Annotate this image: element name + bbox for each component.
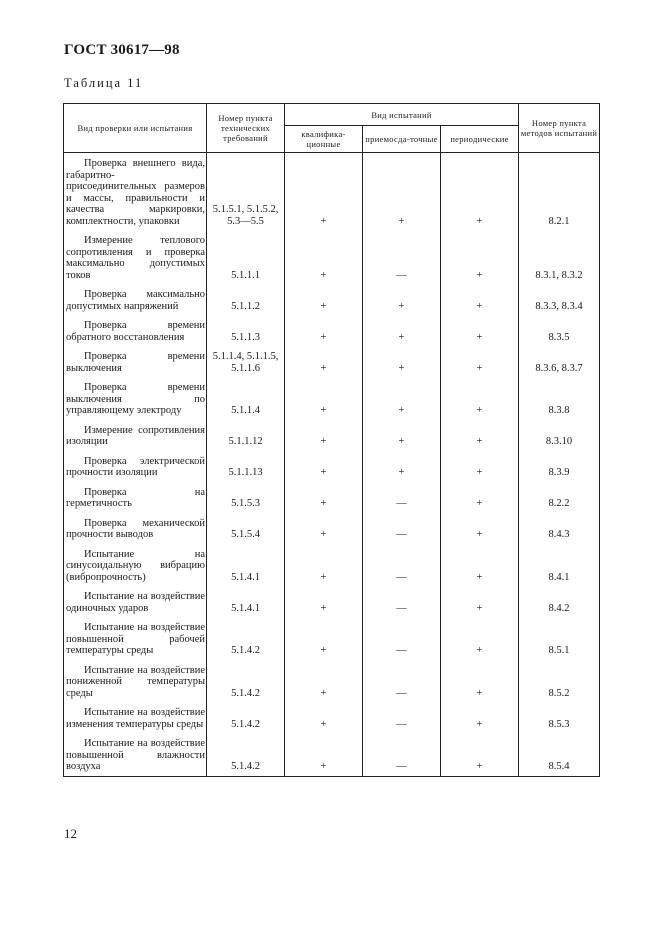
table-row	[64, 617, 600, 660]
periodic-mark: +	[441, 660, 519, 703]
check-name: Проверка внешнего вида, габаритно-присоединительных размеров и массы, правильности и качества маркировки, комплектности, упаковки	[66, 158, 205, 227]
requirement-cell: 5.1.5.3	[207, 482, 285, 513]
table-row	[64, 153, 600, 231]
requirement-cell: 5.1.1.1	[207, 230, 285, 284]
check-name-cell	[64, 451, 207, 482]
requirement-cell: 5.1.4.2	[207, 617, 285, 660]
qualification-mark: +	[285, 544, 363, 587]
method-cell: 8.3.1, 8.3.2	[519, 230, 600, 284]
table-row	[64, 702, 600, 733]
table-row	[64, 586, 600, 617]
acceptance-mark: +	[363, 420, 441, 451]
check-name-cell	[64, 346, 207, 377]
periodic-mark: +	[441, 513, 519, 544]
method-cell: 8.5.1	[519, 617, 600, 660]
qualification-mark: +	[285, 586, 363, 617]
document-header: ГОСТ 30617—98	[64, 42, 180, 58]
acceptance-mark: +	[363, 346, 441, 377]
periodic-mark: +	[441, 284, 519, 315]
acceptance-mark: —	[363, 660, 441, 703]
check-name-cell	[64, 482, 207, 513]
check-name: Проверка механической прочности выводов	[66, 517, 205, 540]
qualification-mark: +	[285, 513, 363, 544]
acceptance-mark: —	[363, 733, 441, 776]
table-row	[64, 230, 600, 284]
qualification-mark: +	[285, 153, 363, 231]
qualification-mark: +	[285, 702, 363, 733]
qualification-mark: +	[285, 617, 363, 660]
periodic-mark: +	[441, 230, 519, 284]
table-header	[64, 104, 600, 153]
check-name: Испытание на воздействие повышенной рабочей температуры среды	[66, 622, 205, 656]
method-cell: 8.3.5	[519, 315, 600, 346]
check-name-cell	[64, 230, 207, 284]
header-check-type: Вид проверки или испытания	[64, 104, 207, 153]
header-acceptance: приемосда-точные	[363, 126, 441, 153]
page-number: 12	[64, 826, 77, 841]
periodic-mark: +	[441, 451, 519, 482]
check-name-cell	[64, 544, 207, 587]
acceptance-mark: +	[363, 153, 441, 231]
check-name-cell	[64, 660, 207, 703]
check-name-cell	[64, 377, 207, 420]
method-cell: 8.2.2	[519, 482, 600, 513]
periodic-mark: +	[441, 702, 519, 733]
check-name: Испытание на воздействие изменения температуры среды	[66, 707, 205, 730]
acceptance-mark: —	[363, 702, 441, 733]
check-name: Испытание на воздействие повышенной влажности воздуха	[66, 738, 205, 772]
check-name-cell	[64, 733, 207, 776]
check-name: Проверка времени выключения по управляющему электроду	[66, 382, 205, 416]
method-cell: 8.3.6, 8.3.7	[519, 346, 600, 377]
periodic-mark: +	[441, 544, 519, 587]
table-row	[64, 420, 600, 451]
periodic-mark: +	[441, 377, 519, 420]
method-cell: 8.5.4	[519, 733, 600, 776]
method-cell: 8.3.3, 8.3.4	[519, 284, 600, 315]
check-name-cell	[64, 617, 207, 660]
acceptance-mark: +	[363, 315, 441, 346]
requirement-cell: 5.1.5.1, 5.1.5.2, 5.3—5.5	[207, 153, 285, 231]
periodic-mark: +	[441, 346, 519, 377]
method-cell: 8.5.2	[519, 660, 600, 703]
check-name: Проверка на герметичность	[66, 486, 205, 509]
periodic-mark: +	[441, 315, 519, 346]
requirement-cell: 5.1.4.2	[207, 660, 285, 703]
periodic-mark: +	[441, 617, 519, 660]
table-row	[64, 451, 600, 482]
requirement-cell: 5.1.1.4	[207, 377, 285, 420]
check-name: Проверка электрической прочности изоляции	[66, 455, 205, 478]
table-row	[64, 346, 600, 377]
check-name: Измерение теплового сопротивления и проверка максимально допустимых токов	[66, 235, 205, 281]
acceptance-mark: +	[363, 377, 441, 420]
acceptance-mark: —	[363, 617, 441, 660]
check-name: Измерение сопротивления изоляции	[66, 424, 205, 447]
acceptance-mark: —	[363, 586, 441, 617]
test-types-table	[63, 103, 600, 777]
check-name-cell	[64, 586, 207, 617]
header-methods: Номер пункта методов испытаний	[519, 104, 600, 153]
check-name-cell	[64, 702, 207, 733]
requirement-cell: 5.1.1.4, 5.1.1.5, 5.1.1.6	[207, 346, 285, 377]
table-row	[64, 513, 600, 544]
check-name: Испытание на воздействие пониженной температуры среды	[66, 664, 205, 699]
table-row	[64, 377, 600, 420]
requirement-cell: 5.1.5.4	[207, 513, 285, 544]
qualification-mark: +	[285, 660, 363, 703]
qualification-mark: +	[285, 315, 363, 346]
check-name-cell	[64, 284, 207, 315]
method-cell: 8.3.10	[519, 420, 600, 451]
qualification-mark: +	[285, 451, 363, 482]
method-cell: 8.4.2	[519, 586, 600, 617]
qualification-mark: +	[285, 284, 363, 315]
check-name: Проверка времени обратного восстановления	[66, 320, 205, 343]
requirement-cell: 5.1.1.12	[207, 420, 285, 451]
periodic-mark: +	[441, 482, 519, 513]
qualification-mark: +	[285, 733, 363, 776]
check-name: Проверка максимально допустимых напряжений	[66, 289, 205, 312]
check-name-cell	[64, 420, 207, 451]
acceptance-mark: —	[363, 482, 441, 513]
check-name: Испытание на воздействие одиночных ударов	[66, 591, 205, 614]
header-qualification: квалифика-ционные	[285, 126, 363, 153]
periodic-mark: +	[441, 586, 519, 617]
table-row	[64, 315, 600, 346]
qualification-mark: +	[285, 420, 363, 451]
requirement-cell: 5.1.1.13	[207, 451, 285, 482]
acceptance-mark: —	[363, 544, 441, 587]
qualification-mark: +	[285, 377, 363, 420]
check-name-cell	[64, 153, 207, 231]
requirement-cell: 5.1.1.3	[207, 315, 285, 346]
acceptance-mark: +	[363, 451, 441, 482]
requirement-cell: 5.1.1.2	[207, 284, 285, 315]
periodic-mark: +	[441, 420, 519, 451]
method-cell: 8.4.3	[519, 513, 600, 544]
header-requirements: Номер пункта технических требований	[207, 104, 285, 153]
acceptance-mark: —	[363, 230, 441, 284]
header-periodic: периодические	[441, 126, 519, 153]
periodic-mark: +	[441, 733, 519, 776]
check-name: Испытание на синусоидальную вибрацию (вибропрочность)	[66, 548, 205, 583]
requirement-cell: 5.1.4.1	[207, 544, 285, 587]
qualification-mark: +	[285, 482, 363, 513]
check-name-cell	[64, 315, 207, 346]
periodic-mark: +	[441, 153, 519, 231]
method-cell: 8.2.1	[519, 153, 600, 231]
table-row	[64, 544, 600, 587]
method-cell: 8.4.1	[519, 544, 600, 587]
method-cell: 8.3.9	[519, 451, 600, 482]
header-test-group: Вид испытаний	[285, 104, 519, 126]
check-name-cell	[64, 513, 207, 544]
method-cell: 8.3.8	[519, 377, 600, 420]
qualification-mark: +	[285, 230, 363, 284]
table-row	[64, 284, 600, 315]
requirement-cell: 5.1.4.2	[207, 733, 285, 776]
requirement-cell: 5.1.4.2	[207, 702, 285, 733]
table-row	[64, 482, 600, 513]
requirement-cell: 5.1.4.1	[207, 586, 285, 617]
method-cell: 8.5.3	[519, 702, 600, 733]
table-row	[64, 660, 600, 703]
check-name: Проверка времени выключения	[66, 351, 205, 374]
table-row	[64, 733, 600, 776]
table-body	[64, 153, 600, 777]
acceptance-mark: +	[363, 284, 441, 315]
table-caption: Таблица 11	[64, 76, 144, 90]
acceptance-mark: —	[363, 513, 441, 544]
qualification-mark: +	[285, 346, 363, 377]
